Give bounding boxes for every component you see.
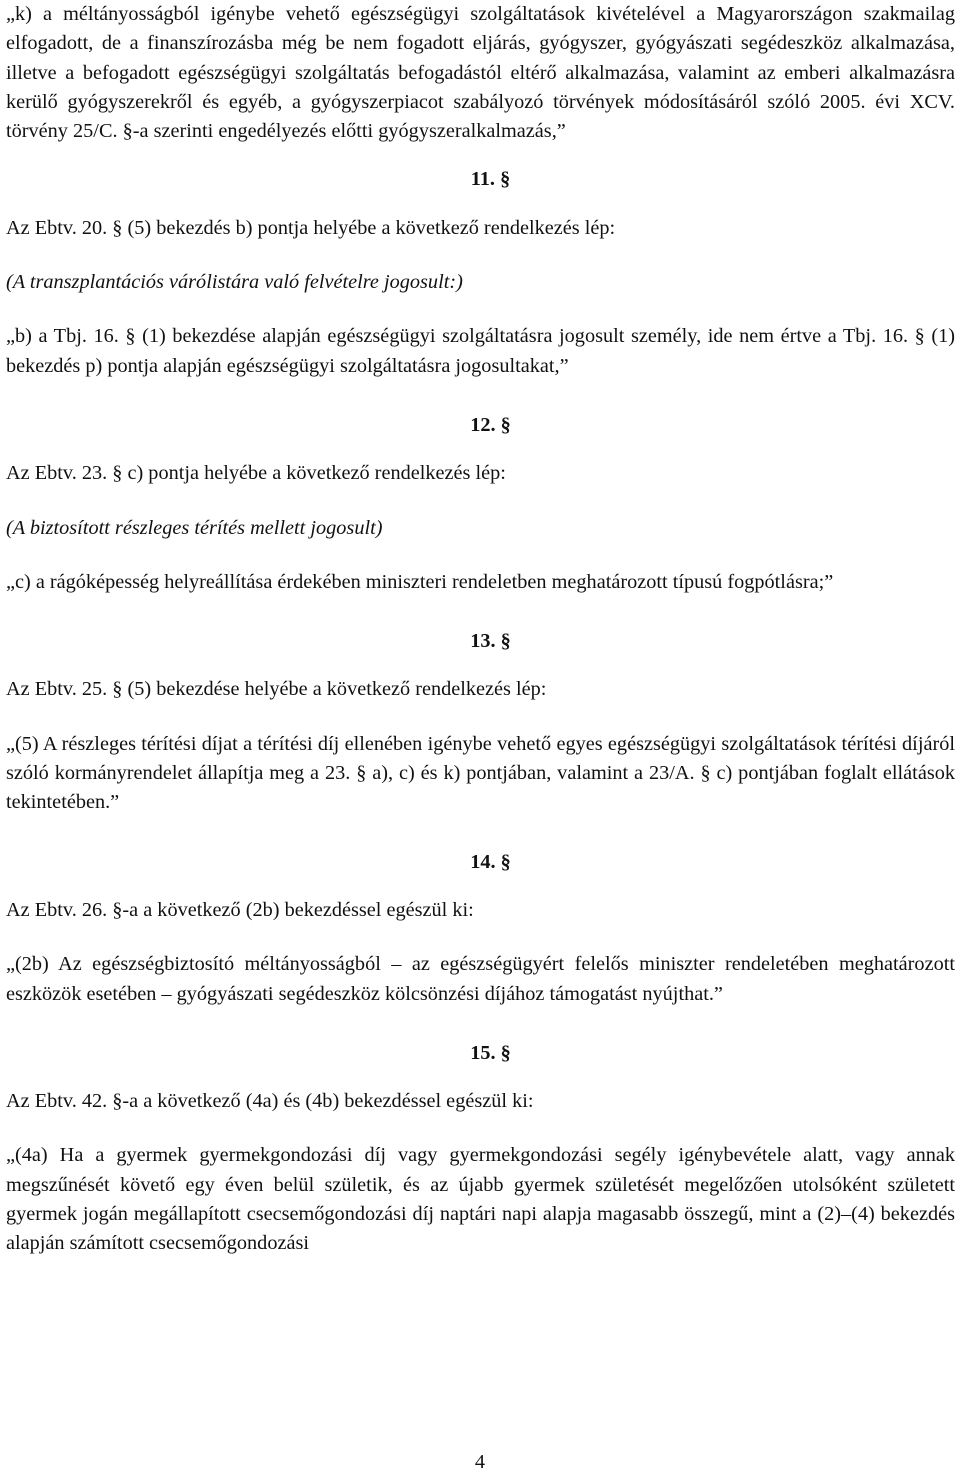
page-number: 4: [474, 1451, 486, 1473]
section-11-intro: Az Ebtv. 20. § (5) bekezdés b) pontja helyébe a következő rendelkezés lép:: [6, 216, 616, 239]
section-14-text: „(2b) Az egészségbiztosító méltányosságból – az egészségügyért felelős miniszter rendeletében meghatározott eszközök esetében – gyógyászati segédeszköz kölcsönzési díjához támogatást nyújthat.”: [6, 953, 955, 1005]
section-12-context: [6, 514, 955, 543]
section-heading-15: 15. §: [470, 1041, 511, 1064]
section-15-intro: Az Ebtv. 42. §-a a következő (4a) és (4b) bekezdéssel egészül ki:: [6, 1090, 534, 1113]
section-11-context-italic: (A transzplantációs várólistára való felvételre jogosult:): [6, 271, 463, 294]
document-page: [6, 0, 955, 1259]
section-13-text: „(5) A részleges térítési díjat a térítési díj ellenében igénybe vehető egyes egészségügyi szolgáltatások térítési díjáról szóló kormányrendelet állapítja meg a 23. § a), c) és k) pontjában, valamint a 23/A. § c) pontjában foglalt ellátások tekintetében.”: [6, 732, 955, 814]
section-heading-11: 11. §: [470, 168, 511, 191]
section-15-text: „(4a) Ha a gyermek gyermekgondozási díj vagy gyermekgondozási segély igénybevétele alatt, vagy annak megszűnését követő egy éven belül születik, és az újabb gyermek születését megelőzően utolsóként született gyermek jogán megállapított csecsemőgondozási díj naptári napi alapja magasabb összegű, mint a (2)–(4) bekezdés alapján számított csecsemőgondozási: [6, 1144, 955, 1255]
section-11-text: „b) a Tbj. 16. § (1) bekezdése alapján egészségügyi szolgáltatásra jogosult személy, ide nem értve a Tbj. 16. § (1) bekezdés p) pontja alapján egészségügyi szolgáltatásra jogosultakat,”: [6, 325, 955, 377]
section-heading-14: 14. §: [470, 850, 511, 873]
section-14-intro: Az Ebtv. 26. §-a a következő (2b) bekezdéssel egészül ki:: [6, 898, 474, 921]
section-11-context: [6, 268, 955, 297]
section-heading-12: 12. §: [470, 413, 511, 436]
section-12-text: „c) a rágóképesség helyreállítása érdekében miniszteri rendeletben meghatározott típusú fogpótlásra;”: [6, 570, 834, 593]
section-13-intro: Az Ebtv. 25. § (5) bekezdése helyébe a következő rendelkezés lép:: [6, 678, 547, 701]
section-12-intro: Az Ebtv. 23. § c) pontja helyébe a következő rendelkezés lép:: [6, 462, 506, 485]
item-k-paragraph: „k) a méltányosságból igénybe vehető egészségügyi szolgáltatások kivételével a Magyarországon szakmailag elfogadott, de a finanszírozásba még be nem fogadott eljárás, gyógyszer, gyógyászati segédeszköz alkalmazása, illetve a befogadott egészségügyi szolgáltatás befogadástól eltérő alkalmazása, valamint az emberi alkalmazásra kerülő gyógyszerekről és egyéb, a gyógyszerpiacot szabályozó törvények módosításáról szóló 2005. évi XCV. törvény 25/C. §-a szerinti engedélyezés előtti gyógyszeralkalmazás,”: [6, 3, 955, 143]
section-12-context-italic: (A biztosított részleges térítés mellett jogosult): [6, 516, 383, 539]
section-heading-13: 13. §: [470, 630, 511, 653]
